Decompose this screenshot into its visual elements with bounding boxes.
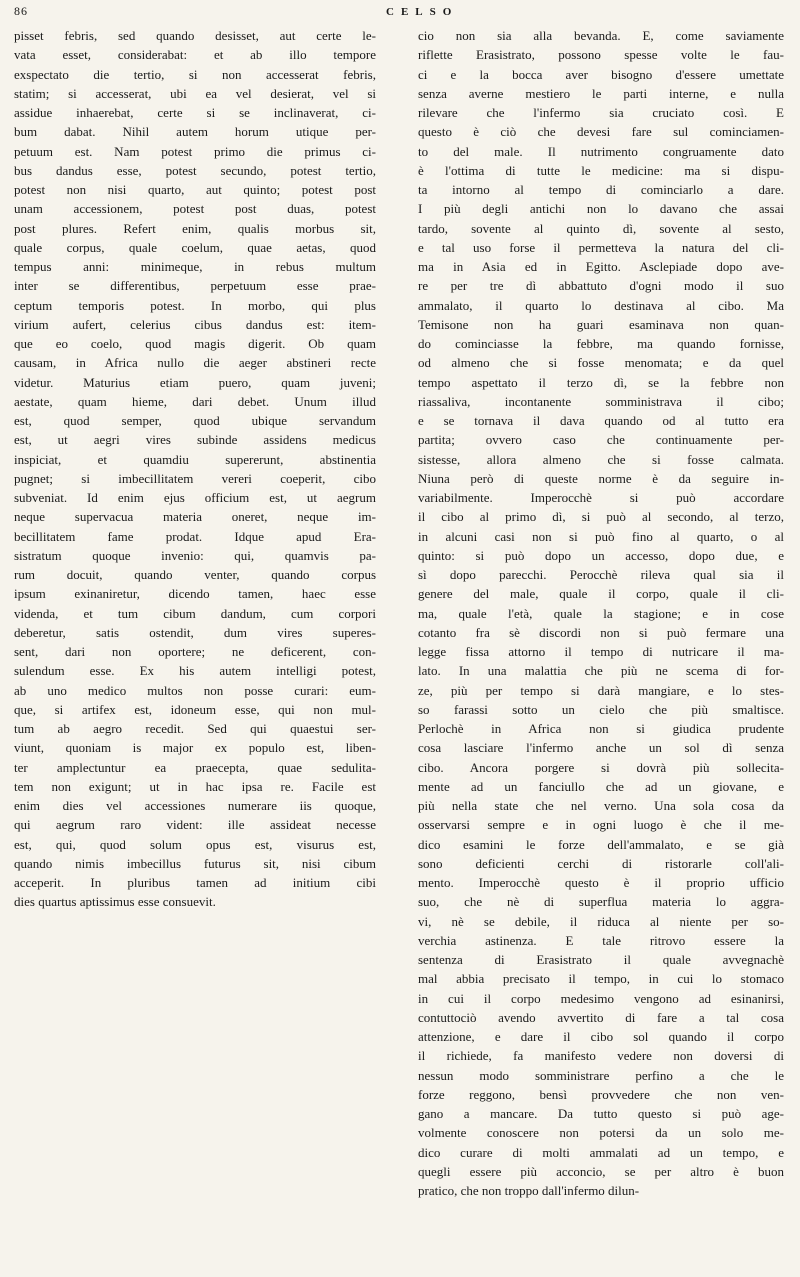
italian-text-line: ammalato, il quarto lo destinava al cibo. Ma xyxy=(418,297,784,313)
running-head: CELSO xyxy=(386,6,459,18)
italian-text-line: do cominciasse la febbre, ma quando fornisse, xyxy=(418,336,784,351)
italian-text-line: re per tre dì abbattuto d'ogni modo il suo xyxy=(418,278,784,294)
italian-text-line: e tal uso forse il permetteva la natura del cli- xyxy=(418,239,784,255)
latin-text-line: tem non exigunt; ut in hac ipsa re. Facile est xyxy=(14,778,376,794)
italian-text-line: rilevare che l'infermo sia cruciato così. E xyxy=(418,105,784,120)
latin-text-line: aestate, quam hieme, dari debet. Unum illud xyxy=(14,393,376,409)
latin-text-line: est, quod semper, quod ubique servandum xyxy=(14,413,376,428)
latin-text-line: acceperit. In pluribus tamen ad initium cibi xyxy=(14,875,376,890)
latin-text-line: neque supervacua materia oneret, neque im- xyxy=(14,509,376,525)
page-number: 86 xyxy=(14,4,28,18)
latin-text-line: becillitatem fame prodat. Idque apud Era- xyxy=(14,528,376,544)
italian-text-line: in alcuni casi non si può fino al quarto, o al xyxy=(418,528,784,544)
latin-text-line: tum ab aegro recedit. Sed qui quaestui ser- xyxy=(14,721,376,736)
italian-text-line: so farassi sotto un cielo che più smaltisce. xyxy=(418,701,784,717)
italian-text-line: dico esamini le forze dell'ammalato, e se già xyxy=(418,836,784,852)
italian-text-line: il richiede, fa manifesto vedere non doversi di xyxy=(418,1048,784,1064)
italian-text-line: riflette Erasistrato, possono spesse volte le fau- xyxy=(418,47,784,63)
italian-text-line: sentenza di Erasistrato il quale avvegnachè xyxy=(418,952,784,967)
italian-text-line: cotanto fra sè discordi non si può fermare una xyxy=(418,624,784,640)
italian-text-line: ta intorno al tempo di cominciarlo a dare. xyxy=(418,182,784,197)
italian-text-line: to del male. Il nutrimento congruamente dato xyxy=(418,143,784,159)
latin-text-line: inspiciat, et quamdiu supererunt, abstinentia xyxy=(14,451,376,467)
italian-text-line: quegli essere più acconcio, se per altro è buon xyxy=(418,1163,784,1179)
latin-text-line: sistratum quoque invenio: qui, quamvis pa- xyxy=(14,547,376,563)
latin-text-line: est, ut aegri vires subinde assidens medicus xyxy=(14,432,376,448)
latin-text-line: qui aegrum raro vident: ille assideat necesse xyxy=(14,817,376,833)
italian-text-line: più nella state che nel verno. Una sola cosa da xyxy=(418,798,784,813)
italian-column xyxy=(418,26,784,1200)
italian-text-line: dico curare di molti ammalati ad un tempo, e xyxy=(418,1144,784,1160)
latin-text-line: subveniat. Id enim ejus officium est, ut aegrum xyxy=(14,490,376,505)
italian-text-line: volmente conoscere non potersi da un solo me- xyxy=(418,1125,784,1141)
latin-text-line: ab uno medico multos non posse curari: eum- xyxy=(14,682,376,698)
latin-text-line: est, qui, quod solum opus est, visurus est, xyxy=(14,836,376,852)
latin-text-line: sent, dari non oportere; ne deficerent, con- xyxy=(14,644,376,659)
latin-text-line: videnda, et tum cibum dandum, cum corpori xyxy=(14,605,376,621)
latin-text-line: virium aufert, celerius cibus dandus est: item- xyxy=(14,316,376,332)
italian-text-line: ma in Asia ed in Egitto. Asclepiade dopo ave- xyxy=(418,259,784,274)
latin-text-line: enim dies vel accessiones numerare iis quoque, xyxy=(14,798,376,813)
latin-text-line: rum docuit, quando venter, quando corpus xyxy=(14,567,376,582)
italian-text-line: sistesse, allora almeno che si fosse calmata. xyxy=(418,451,784,467)
italian-text-line: Niuna però di queste norme è da seguire in- xyxy=(418,470,784,486)
italian-text-line: cio non sia alla bevanda. E, come saviamente xyxy=(418,28,784,43)
italian-text-line: sono deficienti cerchi di ristorarle coll'ali- xyxy=(418,855,784,871)
italian-text-line: e se tornava il dava quando od al tutto era xyxy=(418,413,784,428)
italian-text-line: osservarsi sempre e in ogni luogo è che il me- xyxy=(418,817,784,833)
italian-text-line: in cui il corpo medesimo vengono ad esinanirsi, xyxy=(418,990,784,1006)
italian-text-line: I più degli antichi non lo davano che assai xyxy=(418,201,784,217)
italian-text-line: mente ad un fanciullo che ad un giovane, e xyxy=(418,778,784,794)
latin-text-line: sulendum esse. Ex his autem intelligi potest, xyxy=(14,663,376,679)
italian-text-line: tardo, sovente al quinto dì, sovente al sesto, xyxy=(418,220,784,236)
italian-text-line: gano a mancare. Da tutto questo si può age- xyxy=(418,1106,784,1121)
italian-text-line: verchia astinenza. E tale ritrovo essere la xyxy=(418,932,784,948)
italian-text-line: genere del male, quale il corpo, quale il cli- xyxy=(418,586,784,602)
italian-text-line: ma, quale l'età, quale la stagione; e in cose xyxy=(418,605,784,621)
latin-text-line: inter se differentibus, perpetuum esse prae- xyxy=(14,278,376,294)
italian-text-line: vi, nè se debile, il riduca al niente per so- xyxy=(418,913,784,929)
italian-text-line: il cibo al primo dì, si può al secondo, al terzo, xyxy=(418,509,784,525)
italian-text-line: riassaliva, incontanente somministrava il cibo; xyxy=(418,393,784,409)
italian-text-line: cosa lasciare l'infermo anche un sol dì senza xyxy=(418,740,784,756)
latin-text-line: que, si artifex est, idoneum esse, qui non mul- xyxy=(14,701,376,717)
italian-text-line: quinto: si può dopo un accesso, dopo due, e xyxy=(418,547,784,563)
latin-text-line: viunt, quoniam is major ex populo est, liben- xyxy=(14,740,376,756)
latin-text-line: petuum est. Nam potest primo die primus ci- xyxy=(14,143,376,159)
latin-text-line: bum dabat. Nihil autem horum utique per- xyxy=(14,124,376,140)
italian-text-line: ci e la bocca aver bisogno d'essere umettate xyxy=(418,66,784,82)
italian-text-line: contuttociò avendo avvertito di fare a tal cosa xyxy=(418,1009,784,1025)
italian-text-line: senza averne mestiero le parti interne, e nulla xyxy=(418,85,784,101)
latin-text-line: unam accessionem, potest post duas, potest xyxy=(14,201,376,217)
italian-text-line: partita; ovvero caso che continuamente per- xyxy=(418,432,784,448)
latin-text-line: quale corpus, quale coelum, quae aetas, quod xyxy=(14,239,376,255)
italian-text-line: legge fissa attorno il tempo di nutricare il ma- xyxy=(418,644,784,659)
italian-text-line: pratico, che non troppo dall'infermo dilun- xyxy=(418,1183,640,1198)
italian-text-line: Temisone non ha guari esaminava non quan- xyxy=(418,316,784,332)
italian-text-line: cibo. Ancora porgere si dovrà più sollecita- xyxy=(418,759,784,775)
latin-text-line: ter amplectuntur ea praecepta, quae sedulita- xyxy=(14,759,376,775)
italian-text-line: Perlochè in Africa non si giudica prudente xyxy=(418,721,784,736)
latin-text-line: bus dandus esse, potest secundo, potest tertio, xyxy=(14,162,376,178)
latin-text-line: post plures. Refert enim, qualis morbus sit, xyxy=(14,220,376,236)
italian-text-line: suo, che nè di superflua materia lo aggra- xyxy=(418,894,784,910)
italian-text-line: mento. Imperocchè questo è il proprio ufficio xyxy=(418,875,784,890)
italian-text-line: od almeno che si fosse menomata; e da quel xyxy=(418,355,784,371)
latin-text-line: pisset febris, sed quando desisset, aut certe le- xyxy=(14,28,376,43)
latin-text-line: statim; si accesserat, ubi ea vel desierat, vel si xyxy=(14,85,376,101)
latin-text-line: deberetur, satis ostendit, dum vires superes- xyxy=(14,624,376,640)
latin-text-line: quando nimis imbecillus futurus sit, nisi cibum xyxy=(14,855,376,871)
latin-text-line: causam, in Africa nullo die aeger abstineri recte xyxy=(14,355,376,371)
italian-text-line: nessun modo somministrare perfino a che le xyxy=(418,1067,784,1083)
latin-text-line: assidue inhaerebat, certe si se inclinaverat, ci- xyxy=(14,105,376,120)
italian-text-line: mal abbia precisato il tempo, in cui lo stomaco xyxy=(418,971,784,987)
latin-text-line: que eo coelo, quod magis digerit. Ob quam xyxy=(14,336,376,351)
latin-text-line: ipsum exinaniretur, dicendo tamen, haec esse xyxy=(14,586,376,602)
italian-text-line: forze reggono, bensì provvedere che non ven- xyxy=(418,1086,784,1102)
latin-text-line: pugnet; si imbecillitatem vereri coeperit, cibo xyxy=(14,470,376,486)
latin-text-line: vata esset, considerabat: et ab illo tempore xyxy=(14,47,376,63)
italian-text-line: è l'ottima di tutte le medicine: ma si dispu- xyxy=(418,162,784,178)
italian-text-line: ze, più per tempo si darà mangiare, e lo stes- xyxy=(418,682,784,698)
latin-text-line: dies quartus aptissimus esse consuevit. xyxy=(14,894,216,910)
italian-text-line: lato. In una malattia che più ne scema di for- xyxy=(418,663,784,679)
latin-text-line: ceptum temporis potest. In morbo, qui plus xyxy=(14,297,376,313)
italian-text-line: sì dopo parecchi. Perocchè rileva qual sia il xyxy=(418,567,784,582)
latin-text-line: potest non nisi quarto, aut quinto; potest post xyxy=(14,182,376,197)
latin-column xyxy=(14,26,376,912)
latin-text-line: exspectato die tertio, si non accesserat febris, xyxy=(14,66,376,82)
italian-text-line: variabilmente. Imperocchè si può accordare xyxy=(418,490,784,505)
latin-text-line: tempus anni: minimeque, in rebus multum xyxy=(14,259,376,274)
latin-text-line: videtur. Maturius etiam puero, quam juveni; xyxy=(14,374,376,390)
italian-text-line: tempo aspettato il terzo dì, se la febbre non xyxy=(418,374,784,390)
italian-text-line: questo è ciò che devesi fare sul cominciamen- xyxy=(418,124,784,140)
italian-text-line: attenzione, e dare il cibo sol quando il corpo xyxy=(418,1029,784,1044)
